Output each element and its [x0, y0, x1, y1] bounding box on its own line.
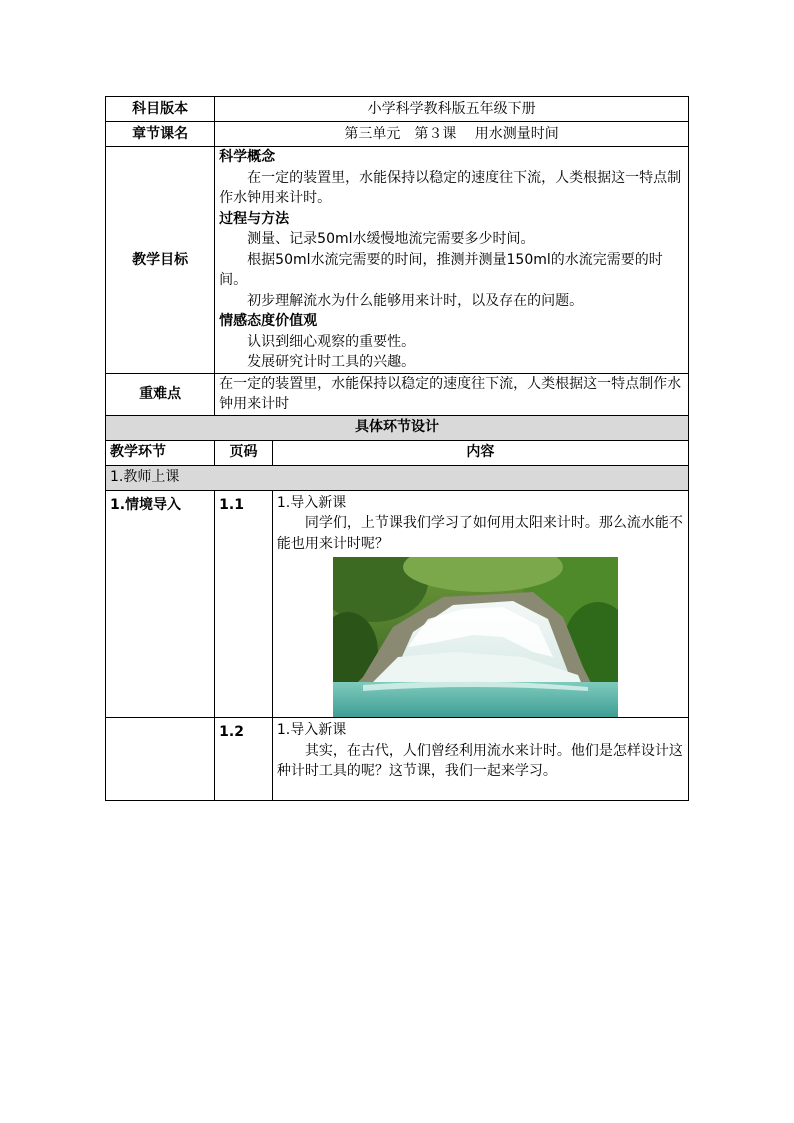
step-content	[272, 490, 688, 718]
goal-heading-concept: 科学概念	[219, 149, 276, 165]
section-title: 具体环节设计	[106, 415, 689, 440]
goal-text: 测量、记录50ml水缓慢地流完需要多少时间。	[247, 231, 535, 247]
goal-text: 初步理解流水为什么能够用来计时，以及存在的问题。	[247, 292, 584, 309]
goal-text: 根据50ml水流完需要的时间，推测并测量150ml的水流完需要的时间。	[219, 251, 663, 288]
content-title: 1.导入新课	[276, 494, 347, 511]
step-row	[106, 718, 689, 801]
content-title: 1.导入新课	[276, 722, 347, 738]
goals-row	[106, 147, 689, 374]
step-content	[272, 718, 688, 801]
page-number: 1.2	[215, 718, 273, 801]
subject-label: 科目版本	[106, 97, 215, 122]
group-title: 1.教师上课	[106, 465, 689, 490]
goal-heading-attitude: 情感态度价值观	[219, 313, 318, 329]
col-content-header: 内容	[272, 440, 688, 465]
goals-content	[215, 147, 689, 374]
content-text: 同学们，上节课我们学习了如何用太阳来计时。那么流水能不能也用来计时呢？	[276, 515, 683, 552]
difficulty-row	[106, 373, 689, 415]
difficulty-label: 重难点	[106, 373, 215, 415]
step-row	[106, 490, 689, 718]
step-name: 1.情境导入	[106, 490, 215, 718]
col-step-header: 教学环节	[106, 440, 215, 465]
chapter-label: 章节课名	[106, 122, 215, 147]
subject-row	[106, 97, 689, 122]
goal-text: 认识到细心观察的重要性。	[247, 333, 416, 350]
section-header-row	[106, 415, 689, 440]
difficulty-text: 在一定的装置里，水能保持以稳定的速度往下流，人类根据这一特点制作水钟用来计时	[215, 373, 689, 415]
chapter-value: 第三单元 第３课 用水测量时间	[215, 122, 689, 147]
group-row	[106, 465, 689, 490]
lesson-plan-table	[105, 96, 689, 801]
subject-value: 小学科学教科版五年级下册	[215, 97, 689, 122]
step-name	[106, 718, 215, 801]
col-page-header: 页码	[215, 440, 273, 465]
waterfall-image	[333, 557, 618, 717]
goal-heading-process: 过程与方法	[219, 210, 290, 227]
goals-label: 教学目标	[106, 147, 215, 374]
column-header-row	[106, 440, 689, 465]
goal-text: 发展研究计时工具的兴趣。	[247, 354, 416, 370]
goal-text: 在一定的装置里，水能保持以稳定的速度往下流，人类根据这一特点制作水钟用来计时。	[219, 169, 682, 206]
chapter-row	[106, 122, 689, 147]
content-text: 其实，在古代，人们曾经利用流水来计时。他们是怎样设计这种计时工具的呢？这节课，我们一起来学习。	[276, 742, 683, 779]
page-number: 1.1	[215, 490, 273, 718]
